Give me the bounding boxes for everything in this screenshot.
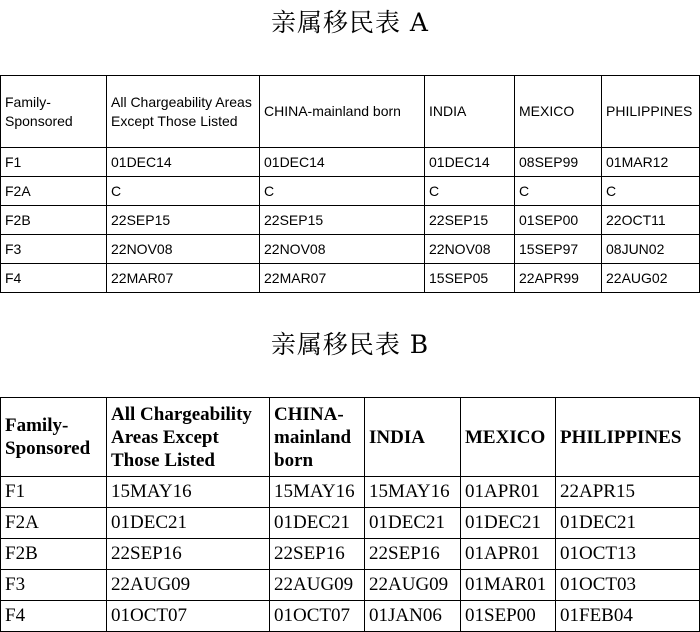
- table-b-cell: 22AUG09: [107, 570, 270, 601]
- table-b-cell: 22SEP16: [365, 539, 461, 570]
- table-a-header-cell: INDIA: [425, 76, 515, 148]
- table-b-cell: 01OCT03: [556, 570, 700, 601]
- table-b-cell: F3: [1, 570, 107, 601]
- table-a-cell: F2A: [1, 177, 107, 206]
- table-a-row: [1, 264, 700, 293]
- table-b: [0, 397, 700, 632]
- table-a-header-cell: PHILIPPINES: [602, 76, 700, 148]
- table-a-cell: 22NOV08: [425, 235, 515, 264]
- table-a-cell: F4: [1, 264, 107, 293]
- table-b-cell: 01OCT07: [107, 601, 270, 632]
- table-b-header-cell: INDIA: [365, 398, 461, 477]
- table-a-cell: 01DEC14: [107, 148, 260, 177]
- table-a-cell: F3: [1, 235, 107, 264]
- table-b-cell: 01DEC21: [556, 508, 700, 539]
- table-b-header-cell: PHILIPPINES: [556, 398, 700, 477]
- table-a-header-cell: CHINA-mainland born: [260, 76, 425, 148]
- table-b-cell: 01JAN06: [365, 601, 461, 632]
- table-b-cell: 01SEP00: [461, 601, 556, 632]
- table-b-row: [1, 570, 700, 601]
- table-a-cell: F1: [1, 148, 107, 177]
- table-b-cell: 01DEC21: [365, 508, 461, 539]
- table-a-cell: 22SEP15: [425, 206, 515, 235]
- table-a-cell: 22AUG02: [602, 264, 700, 293]
- table-b-cell: 22AUG09: [365, 570, 461, 601]
- table-a-cell: C: [515, 177, 602, 206]
- table-a-cell: C: [107, 177, 260, 206]
- table-a-header-cell: Family- Sponsored: [1, 76, 107, 148]
- table-a-header-cell: All Chargeability Areas Except Those Listed: [107, 76, 260, 148]
- table-a-cell: 22SEP15: [107, 206, 260, 235]
- table-b-cell: 01APR01: [461, 477, 556, 508]
- table-a-cell: 15SEP97: [515, 235, 602, 264]
- table-b-cell: 22SEP16: [107, 539, 270, 570]
- table-b-cell: F2A: [1, 508, 107, 539]
- table-b-cell: 22APR15: [556, 477, 700, 508]
- table-a-cell: C: [425, 177, 515, 206]
- table-a-cell: 22MAR07: [260, 264, 425, 293]
- table-b-cell: 22SEP16: [270, 539, 365, 570]
- table-a-cell: F2B: [1, 206, 107, 235]
- table-a-header-cell: MEXICO: [515, 76, 602, 148]
- table-a-cell: 08SEP99: [515, 148, 602, 177]
- table-a-header-row: [1, 76, 700, 148]
- table-a-cell: 01DEC14: [260, 148, 425, 177]
- table-a-row: [1, 177, 700, 206]
- table-a-cell: C: [602, 177, 700, 206]
- table-b-cell: F4: [1, 601, 107, 632]
- table-b-header-cell: All Chargeability Areas Except Those Listed: [107, 398, 270, 477]
- table-b-cell: 01OCT07: [270, 601, 365, 632]
- table-a-row: [1, 206, 700, 235]
- table-a-cell: 22OCT11: [602, 206, 700, 235]
- table-a-cell: 01SEP00: [515, 206, 602, 235]
- table-a-cell: 22NOV08: [107, 235, 260, 264]
- table-b-row: [1, 601, 700, 632]
- table-b-header-cell: MEXICO: [461, 398, 556, 477]
- table-b-row: [1, 477, 700, 508]
- table-a-cell: 22APR99: [515, 264, 602, 293]
- table-a-cell: 22SEP15: [260, 206, 425, 235]
- table-a-cell: 08JUN02: [602, 235, 700, 264]
- table-b-cell: 01OCT13: [556, 539, 700, 570]
- table-b-header-cell: CHINA- mainland born: [270, 398, 365, 477]
- table-b-cell: 01DEC21: [461, 508, 556, 539]
- table-a-title: 亲属移民表 A: [270, 8, 429, 37]
- table-a-row: [1, 148, 700, 177]
- table-b-header-cell: Family- Sponsored: [1, 398, 107, 477]
- table-b-row: [1, 539, 700, 570]
- table-a-cell: 22MAR07: [107, 264, 260, 293]
- table-b-cell: 22AUG09: [270, 570, 365, 601]
- table-a-cell: 15SEP05: [425, 264, 515, 293]
- table-b-cell: 15MAY16: [107, 477, 270, 508]
- table-b-header-row: [1, 398, 700, 477]
- table-b-cell: 15MAY16: [270, 477, 365, 508]
- table-b-cell: 01FEB04: [556, 601, 700, 632]
- table-a-row: [1, 235, 700, 264]
- table-a-cell: C: [260, 177, 425, 206]
- table-a-cell: 22NOV08: [260, 235, 425, 264]
- table-b-cell: 01DEC21: [270, 508, 365, 539]
- table-b-cell: 15MAY16: [365, 477, 461, 508]
- table-b-cell: 01APR01: [461, 539, 556, 570]
- table-b-cell: F2B: [1, 539, 107, 570]
- table-b-cell: 01MAR01: [461, 570, 556, 601]
- table-b-row: [1, 508, 700, 539]
- table-b-cell: 01DEC21: [107, 508, 270, 539]
- table-a-cell: 01DEC14: [425, 148, 515, 177]
- table-b-title: 亲属移民表 B: [270, 330, 430, 359]
- table-a-cell: 01MAR12: [602, 148, 700, 177]
- table-b-cell: F1: [1, 477, 107, 508]
- table-a: [0, 75, 700, 293]
